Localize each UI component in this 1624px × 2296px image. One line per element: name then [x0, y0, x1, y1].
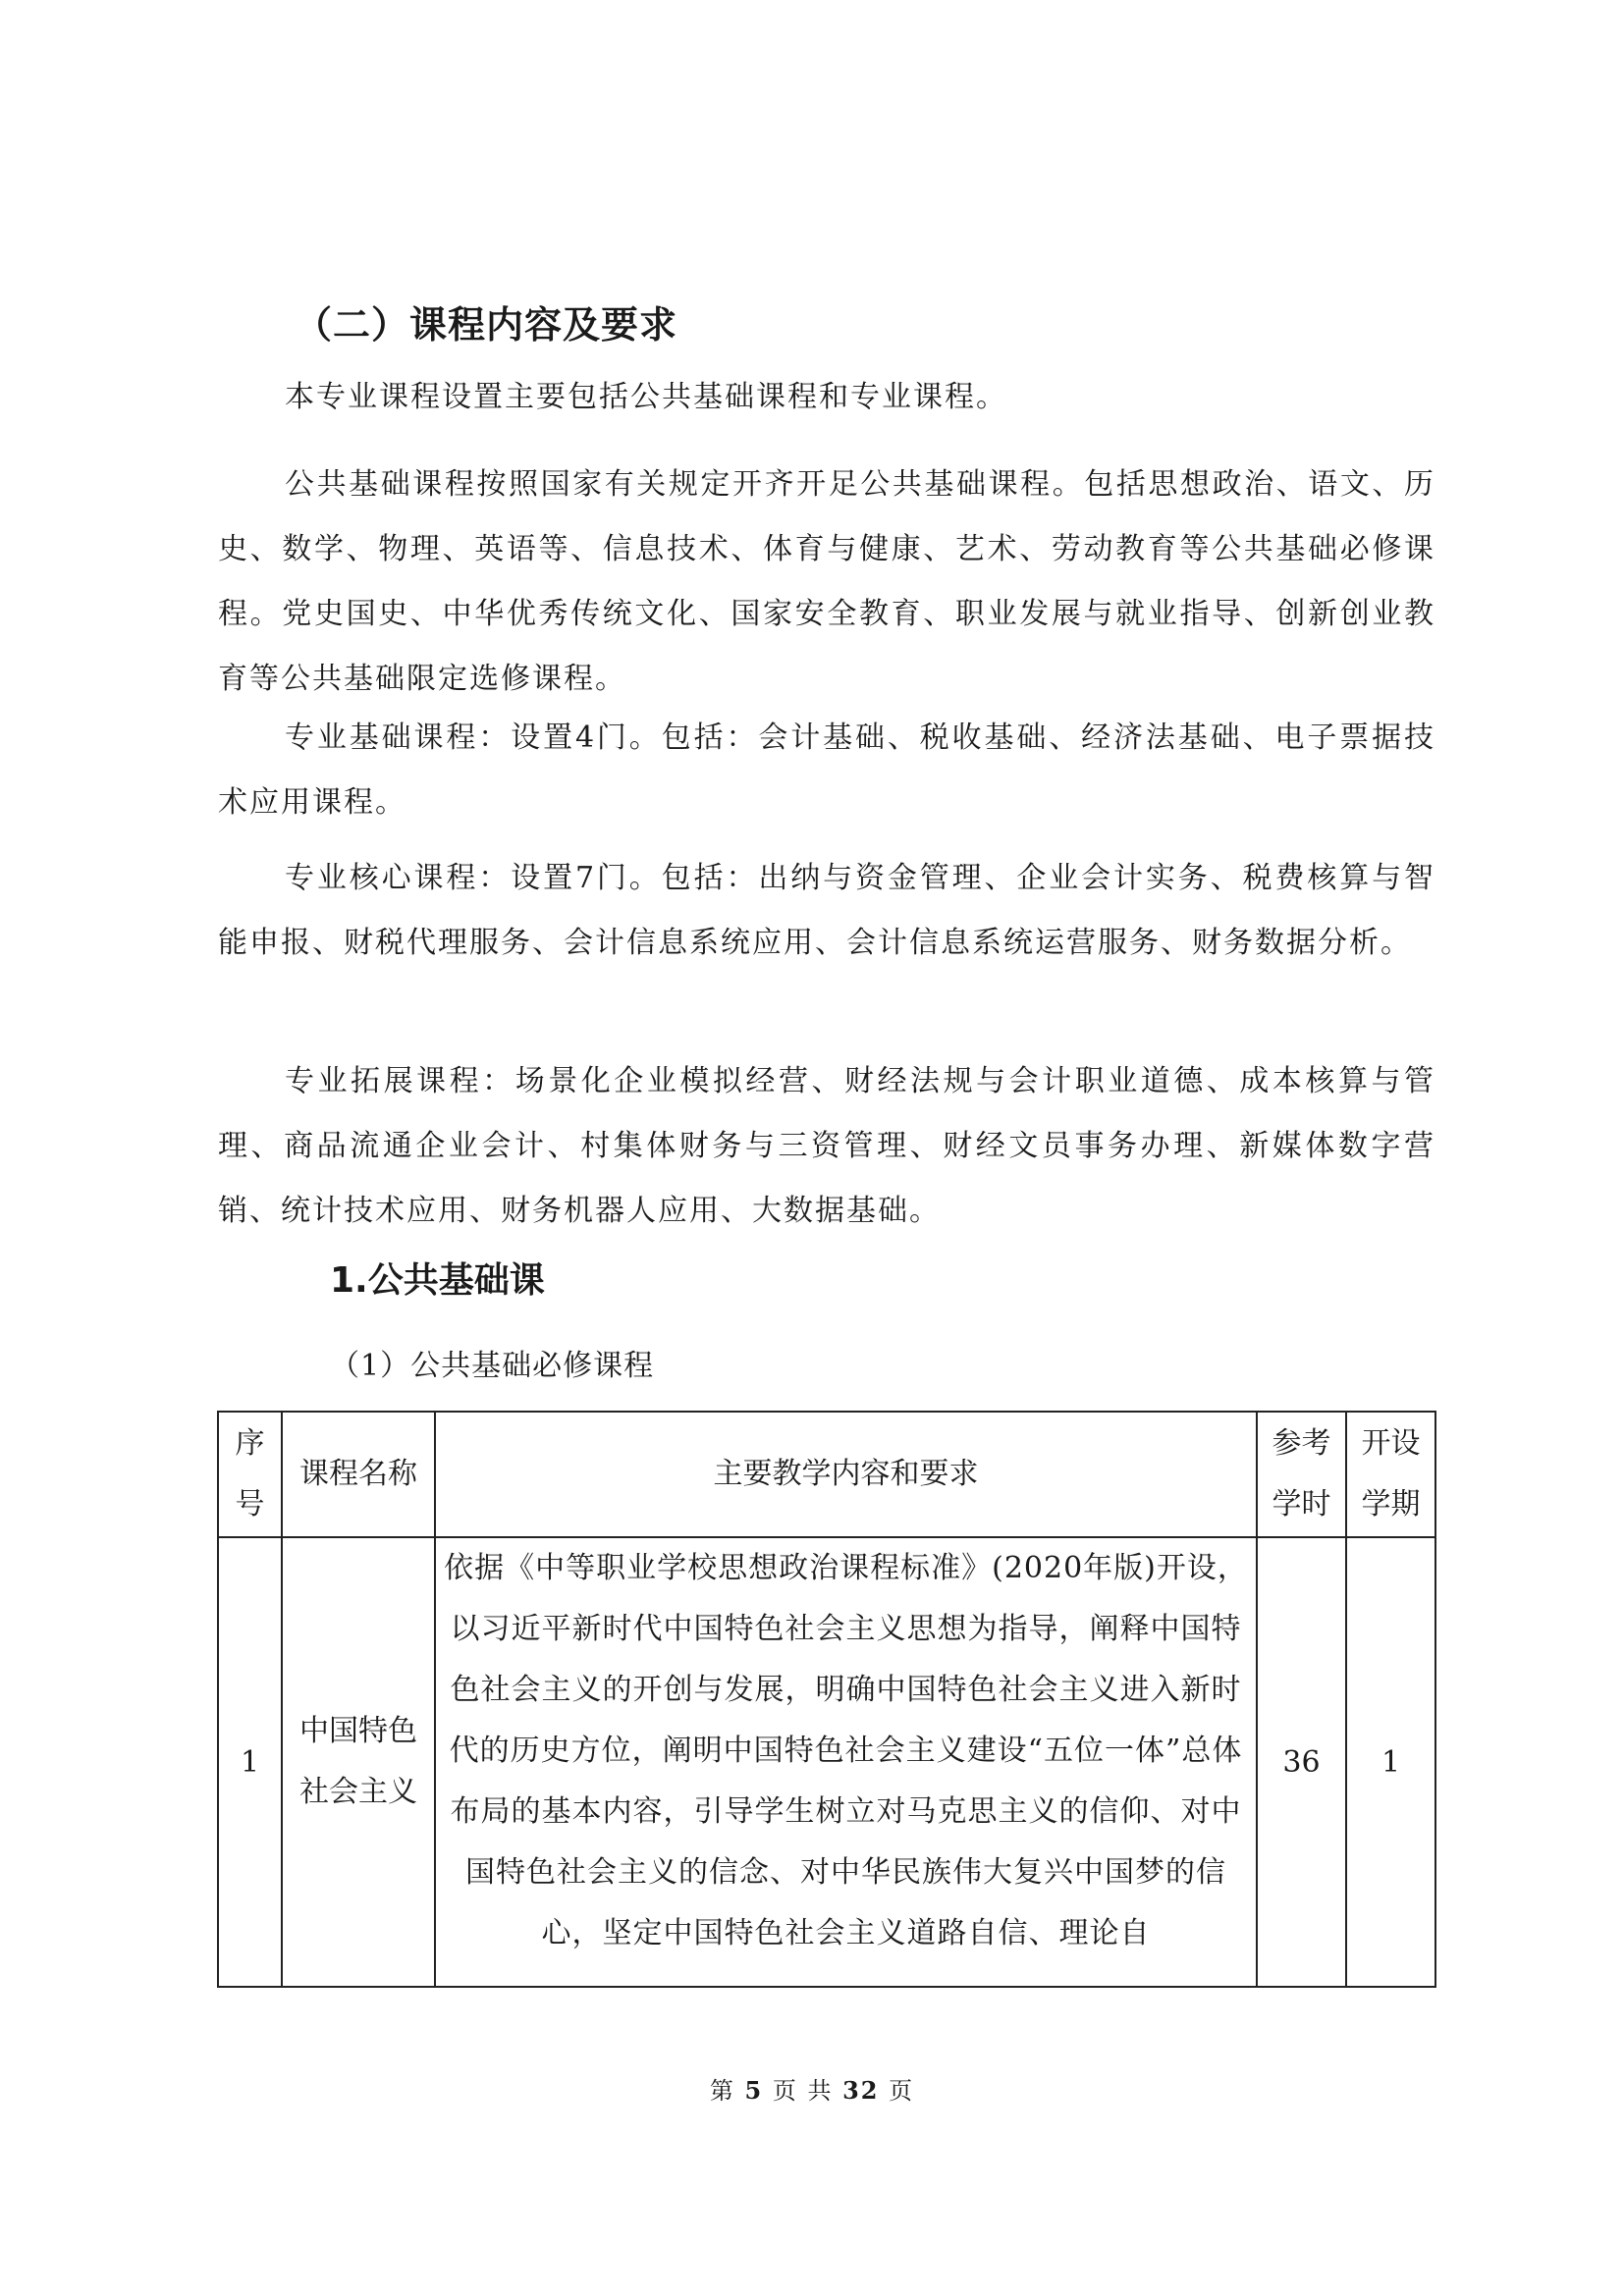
header-index: 序号	[218, 1412, 282, 1537]
paragraph-public-courses: 公共基础课程按照国家有关规定开齐开足公共基础课程。包括思想政治、语文、历史、数学、物理、英语等、信息技术、体育与健康、艺术、劳动教育等公共基础必修课程。党史国史、中华优秀传统文化、国家安全教育、职业发展与就业指导、创新创业教育等公共基础限定选修课程。	[218, 467, 1435, 696]
course-table	[217, 1411, 1436, 1988]
cell-content: 依据《中等职业学校思想政治课程标准》(2020年版)开设，以习近平新时代中国特色社会主义思想为指导，阐释中国特色社会主义的开创与发展，明确中国特色社会主义进入新时代的历史方位，阐明中国特色社会主义建设“五位一体”总体布局的基本内容，引导学生树立对马克思主义的信仰、对中国特色社会主义的信念、对中华民族伟大复兴中国梦的信心，坚定中国特色社会主义道路自信、理论自	[435, 1537, 1257, 1987]
header-content: 主要教学内容和要求	[435, 1412, 1257, 1537]
section-title: （二）课程内容及要求	[295, 303, 678, 347]
cell-term: 1	[1346, 1537, 1435, 1987]
subsection-title: 1.公共基础课	[330, 1260, 545, 1301]
paragraph-major-basic: 专业基础课程：设置4门。包括：会计基础、税收基础、经济法基础、电子票据技术应用课程。	[218, 721, 1435, 820]
footer-middle: 页 共	[772, 2077, 834, 2105]
table-header-row	[218, 1412, 1435, 1537]
table-row	[218, 1537, 1435, 1987]
footer-current-page: 5	[744, 2076, 764, 2105]
footer-total-pages: 32	[842, 2076, 880, 2105]
header-course-name: 课程名称	[282, 1412, 435, 1537]
paragraph-major-core: 专业核心课程：设置7门。包括：出纳与资金管理、企业会计实务、税费核算与智能申报、财税代理服务、会计信息系统应用、会计信息系统运营服务、财务数据分析。	[218, 861, 1435, 960]
cell-course-name: 中国特色社会主义	[282, 1537, 435, 1987]
subsection-subtitle: （1）公共基础必修课程	[330, 1349, 655, 1383]
cell-hours: 36	[1257, 1537, 1346, 1987]
page-footer	[0, 2071, 1624, 2106]
paragraph-intro: 本专业课程设置主要包括公共基础课程和专业课程。	[285, 380, 1007, 414]
footer-prefix: 第	[709, 2077, 735, 2105]
paragraph-major-extension: 专业拓展课程：场景化企业模拟经营、财经法规与会计职业道德、成本核算与管理、商品流通企业会计、村集体财务与三资管理、财经文员事务办理、新媒体数字营销、统计技术应用、财务机器人应用、大数据基础。	[218, 1064, 1435, 1228]
header-term: 开设学期	[1346, 1412, 1435, 1537]
footer-suffix: 页	[889, 2077, 915, 2105]
cell-index: 1	[218, 1537, 282, 1987]
header-hours: 参考学时	[1257, 1412, 1346, 1537]
